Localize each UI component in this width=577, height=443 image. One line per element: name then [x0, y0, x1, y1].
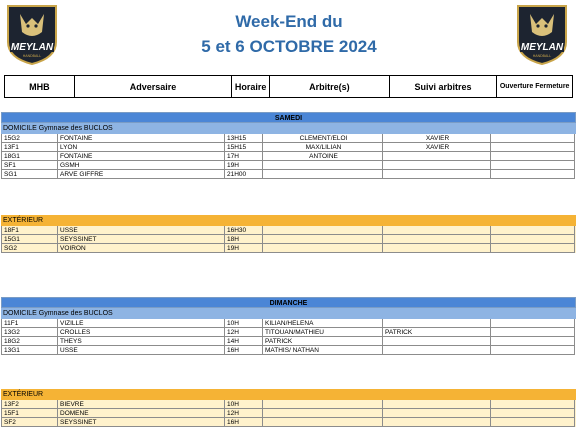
svg-text:MEYLAN: MEYLAN	[520, 42, 564, 53]
col-ouverture: Ouverture Fermeture	[499, 83, 570, 90]
match-row	[1, 235, 576, 244]
time-cell: 16H	[225, 346, 263, 355]
match-row	[1, 134, 576, 143]
referee-cell: PATRICK	[263, 337, 383, 346]
referee-cell: MAX/LILIAN	[263, 143, 383, 152]
ouverture-cell	[491, 418, 575, 427]
ouverture-cell	[491, 134, 575, 143]
meylan-handball-logo	[514, 4, 570, 66]
suivi-cell	[383, 152, 491, 161]
ouverture-cell	[491, 226, 575, 235]
time-cell: 13H15	[225, 134, 263, 143]
opponent-cell: VIZILLE	[58, 319, 225, 328]
match-row	[1, 143, 576, 152]
opponent-cell: FONTAINE	[58, 134, 225, 143]
referee-cell: TITOUAN/MATHIEU	[263, 328, 383, 337]
ouverture-cell	[491, 337, 575, 346]
team-cell: 11F1	[1, 319, 58, 328]
match-row	[1, 328, 576, 337]
opponent-cell: SEYSSINET	[58, 235, 225, 244]
team-cell: 13F2	[1, 400, 58, 409]
referee-cell: MATHIS/ NATHAN	[263, 346, 383, 355]
opponent-cell: FONTAINE	[58, 152, 225, 161]
col-arbitres: Arbitre(s)	[270, 76, 390, 97]
meylan-handball-logo	[4, 4, 60, 66]
opponent-cell: USSE	[58, 226, 225, 235]
dimanche-domicile-rows	[1, 319, 576, 355]
samedi-exterieur-rows	[1, 226, 576, 253]
team-cell: 18F1	[1, 226, 58, 235]
col-mhb: MHB	[5, 76, 75, 97]
suivi-cell	[383, 235, 491, 244]
title-weekend: Week-End du	[235, 12, 343, 31]
opponent-cell: GSMH	[58, 161, 225, 170]
ouverture-cell	[491, 170, 575, 179]
opponent-cell: SEYSSINET	[58, 418, 225, 427]
ouverture-cell	[491, 161, 575, 170]
time-cell: 21H00	[225, 170, 263, 179]
samedi-exterieur-section	[1, 215, 576, 253]
match-row	[1, 400, 576, 409]
col-adversaire: Adversaire	[75, 76, 232, 97]
suivi-cell	[383, 226, 491, 235]
ouverture-cell	[491, 235, 575, 244]
col-horaire: Horaire	[232, 76, 270, 97]
time-cell: 10H	[225, 319, 263, 328]
opponent-cell: THEYS	[58, 337, 225, 346]
time-cell: 19H	[225, 161, 263, 170]
suivi-cell: XAVIER	[383, 143, 491, 152]
col-suivi: Suivi arbitres	[390, 76, 498, 97]
suivi-cell	[383, 346, 491, 355]
ouverture-cell	[491, 244, 575, 253]
team-cell: SG2	[1, 244, 58, 253]
suivi-cell	[383, 337, 491, 346]
referee-cell	[263, 170, 383, 179]
time-cell: 19H	[225, 244, 263, 253]
time-cell: 12H	[225, 409, 263, 418]
team-cell: 18G2	[1, 337, 58, 346]
referee-cell	[263, 161, 383, 170]
time-cell: 17H	[225, 152, 263, 161]
suivi-cell	[383, 319, 491, 328]
suivi-cell	[383, 409, 491, 418]
day-band-dimanche: DIMANCHE	[1, 297, 576, 308]
suivi-cell	[383, 161, 491, 170]
suivi-cell	[383, 244, 491, 253]
match-row	[1, 152, 576, 161]
time-cell: 14H	[225, 337, 263, 346]
day-band-samedi: SAMEDI	[1, 112, 576, 123]
match-row	[1, 319, 576, 328]
match-row	[1, 346, 576, 355]
match-row	[1, 409, 576, 418]
referee-cell: KILIAN/HELENA	[263, 319, 383, 328]
svg-text:HANDBALL: HANDBALL	[22, 54, 42, 58]
team-cell: 15G1	[1, 235, 58, 244]
dimanche-exterieur-section	[1, 389, 576, 427]
domicile-band: DOMICILE Gymnase des BUCLOS	[1, 123, 576, 134]
opponent-cell: VOIRON	[58, 244, 225, 253]
column-header-row	[4, 75, 573, 98]
match-row	[1, 337, 576, 346]
ouverture-cell	[491, 328, 575, 337]
match-row	[1, 244, 576, 253]
opponent-cell: BIEVRE	[58, 400, 225, 409]
team-cell: SF2	[1, 418, 58, 427]
ouverture-cell	[491, 400, 575, 409]
ouverture-cell	[491, 152, 575, 161]
team-cell: SF1	[1, 161, 58, 170]
samedi-domicile-rows	[1, 134, 576, 179]
referee-cell: ANTOINE	[263, 152, 383, 161]
exterieur-band: EXTÉRIEUR	[1, 389, 576, 400]
match-row	[1, 418, 576, 427]
ouverture-cell	[491, 319, 575, 328]
time-cell: 15H15	[225, 143, 263, 152]
referee-cell	[263, 235, 383, 244]
team-cell: 15G2	[1, 134, 58, 143]
suivi-cell	[383, 400, 491, 409]
time-cell: 18H	[225, 235, 263, 244]
referee-cell: CLEMENT/ELOI	[263, 134, 383, 143]
dimanche-section	[1, 297, 576, 355]
svg-text:MEYLAN: MEYLAN	[10, 42, 54, 53]
suivi-cell: XAVIER	[383, 134, 491, 143]
match-row	[1, 170, 576, 179]
suivi-cell	[383, 170, 491, 179]
referee-cell	[263, 226, 383, 235]
referee-cell	[263, 409, 383, 418]
opponent-cell: CROLLES	[58, 328, 225, 337]
match-row	[1, 161, 576, 170]
samedi-section	[1, 112, 576, 179]
exterieur-band: EXTÉRIEUR	[1, 215, 576, 226]
title-dates: 5 et 6 OCTOBRE 2024	[201, 37, 377, 56]
ouverture-cell	[491, 143, 575, 152]
time-cell: 16H30	[225, 226, 263, 235]
team-cell: 18G1	[1, 152, 58, 161]
referee-cell	[263, 418, 383, 427]
opponent-cell: LYON	[58, 143, 225, 152]
team-cell: 13G1	[1, 346, 58, 355]
match-row	[1, 226, 576, 235]
team-cell: SG1	[1, 170, 58, 179]
suivi-cell	[383, 418, 491, 427]
dimanche-exterieur-rows	[1, 400, 576, 427]
opponent-cell: USSE	[58, 346, 225, 355]
opponent-cell: ARVE GIFFRE	[58, 170, 225, 179]
domicile-band: DOMICILE Gymnase des BUCLOS	[1, 308, 576, 319]
svg-text:HANDBALL: HANDBALL	[532, 54, 552, 58]
time-cell: 16H	[225, 418, 263, 427]
referee-cell	[263, 244, 383, 253]
ouverture-cell	[491, 409, 575, 418]
referee-cell	[263, 400, 383, 409]
suivi-cell: PATRICK	[383, 328, 491, 337]
team-cell: 13F1	[1, 143, 58, 152]
ouverture-cell	[491, 346, 575, 355]
opponent-cell: DOMENE	[58, 409, 225, 418]
team-cell: 15F1	[1, 409, 58, 418]
time-cell: 12H	[225, 328, 263, 337]
team-cell: 13G2	[1, 328, 58, 337]
time-cell: 10H	[225, 400, 263, 409]
